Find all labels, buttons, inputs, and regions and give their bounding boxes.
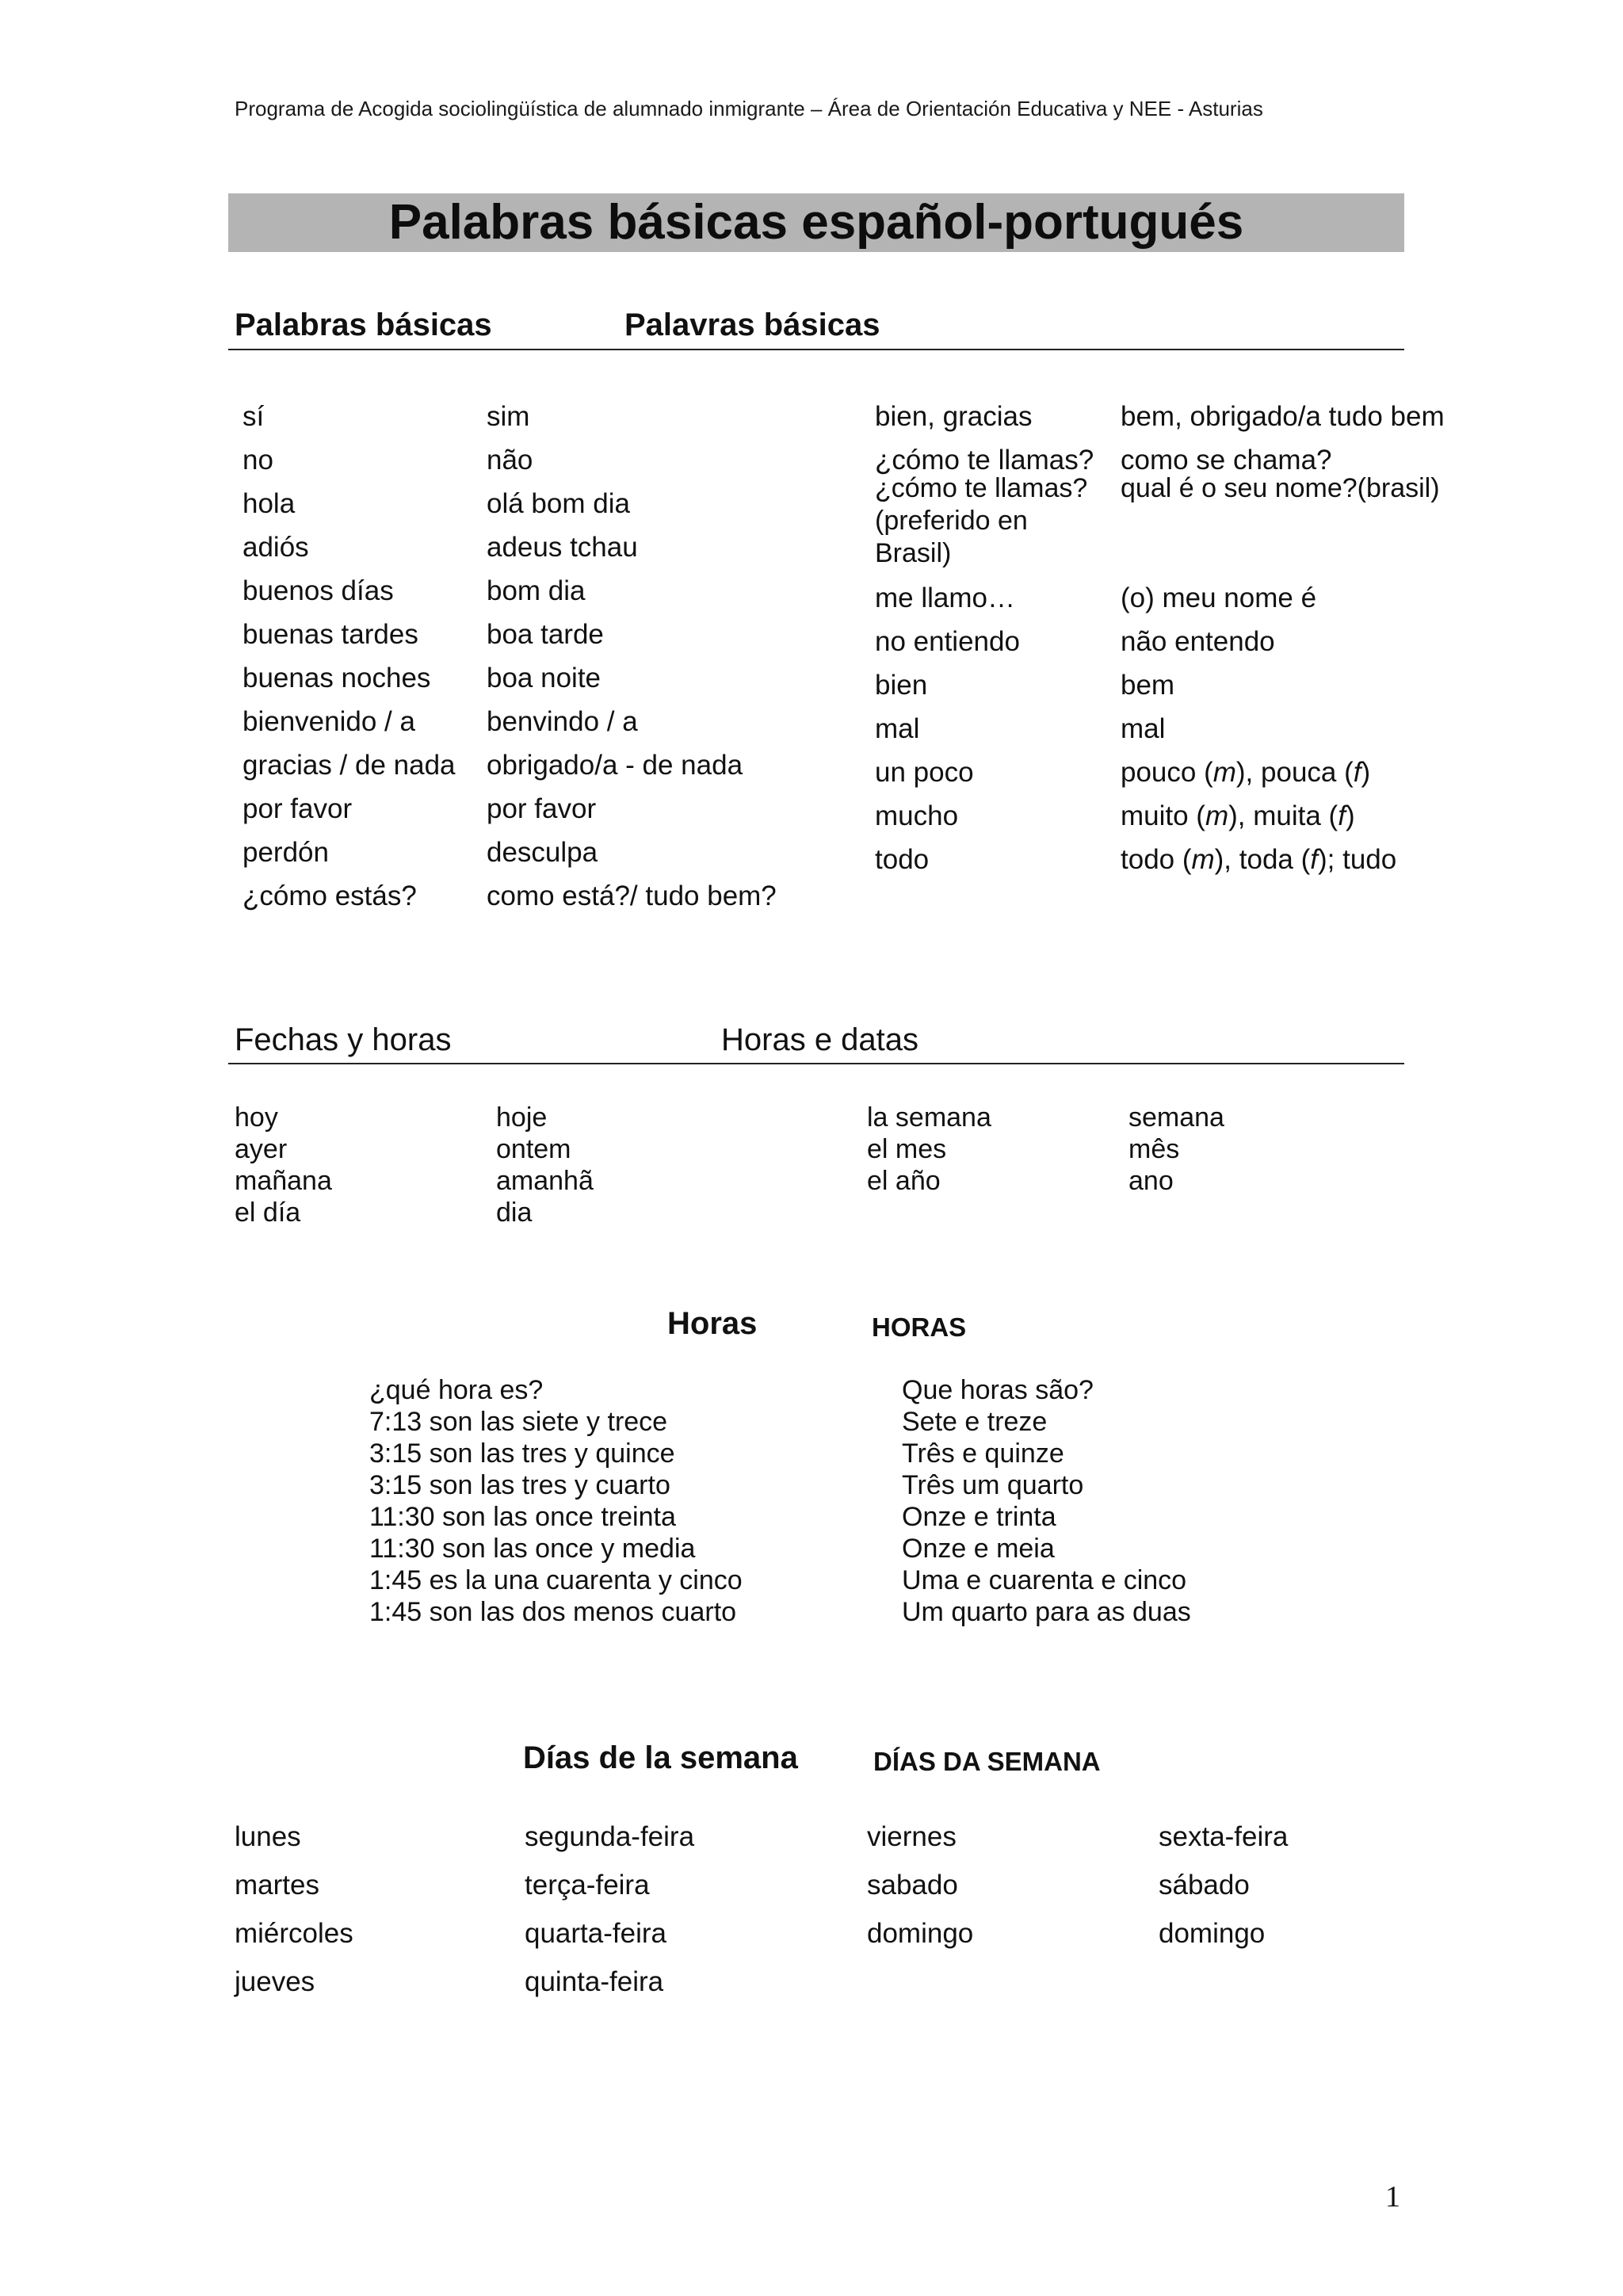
list-item: 3:15 son las tres y quince xyxy=(369,1438,675,1469)
dates-col-pt-2 xyxy=(1128,1102,1224,1197)
term-pt: bom dia xyxy=(487,575,586,606)
term-pt-part: ), pouca ( xyxy=(1235,757,1354,788)
term-pt-part: muito ( xyxy=(1121,800,1205,831)
list-item: Uma e cuarenta e cinco xyxy=(902,1565,1187,1595)
list-item: miércoles xyxy=(235,1918,353,1949)
term-pt xyxy=(1121,795,1355,838)
list-item: semana xyxy=(1128,1102,1224,1133)
term-es: bien xyxy=(875,670,928,701)
list-item: martes xyxy=(235,1870,319,1901)
term-es: mucho xyxy=(875,800,959,831)
page-number: 1 xyxy=(1385,2180,1400,2214)
term-es: adiós xyxy=(242,532,309,563)
list-item: sexta-feira xyxy=(1159,1821,1289,1852)
term-pt: boa noite xyxy=(487,663,601,693)
term-es: gracias / de nada xyxy=(242,750,456,781)
dates-col-es-1 xyxy=(235,1102,332,1228)
term-pt: bem, obrigado/a tudo bem xyxy=(1121,401,1445,432)
term-pt: mal xyxy=(1121,713,1166,744)
term-es: me llamo… xyxy=(875,583,1015,613)
term-pt-part: ), muita ( xyxy=(1228,800,1338,831)
list-item: Sete e treze xyxy=(902,1407,1048,1437)
list-item: 1:45 es la una cuarenta y cinco xyxy=(369,1565,743,1595)
term-pt: olá bom dia xyxy=(487,488,630,519)
list-item: la semana xyxy=(867,1102,991,1133)
list-item: Onze e meia xyxy=(902,1534,1055,1564)
dates-col-es-2 xyxy=(867,1102,991,1197)
term-pt: adeus tchau xyxy=(487,532,638,563)
list-item: ¿qué hora es? xyxy=(369,1375,544,1405)
dates-col-pt-1 xyxy=(496,1102,594,1228)
list-item: amanhã xyxy=(496,1166,594,1196)
dates-heading-es: Fechas y horas xyxy=(235,1022,452,1057)
term-pt: sim xyxy=(487,401,530,432)
weekdays-heading-es: Días de la semana xyxy=(523,1740,798,1775)
term-pt: por favor xyxy=(487,793,597,824)
term-pt: qual é o seu nome?(brasil) xyxy=(1121,473,1440,503)
list-item: 11:30 son las once treinta xyxy=(369,1502,676,1532)
list-item: el mes xyxy=(867,1134,947,1164)
term-pt: como está?/ tudo bem? xyxy=(487,881,777,911)
term-es: sí xyxy=(242,401,265,432)
list-item: Um quarto para as duas xyxy=(902,1597,1191,1627)
list-item: lunes xyxy=(235,1821,301,1852)
basic-heading-es: Palabras básicas xyxy=(235,308,492,342)
list-item: dia xyxy=(496,1198,533,1228)
term-pt xyxy=(1121,839,1396,881)
term-es: un poco xyxy=(875,757,974,788)
list-item: ayer xyxy=(235,1134,288,1164)
feminine-marker: f xyxy=(1338,800,1346,831)
term-pt: benvindo / a xyxy=(487,706,638,737)
term-es-note: Brasil) xyxy=(875,538,952,568)
list-item: ano xyxy=(1128,1166,1174,1196)
term-es: perdón xyxy=(242,837,329,868)
page-title: Palabras básicas español-portugués xyxy=(388,195,1244,250)
list-item: segunda-feira xyxy=(525,1821,695,1852)
list-item: jueves xyxy=(235,1966,315,1997)
feminine-marker: f xyxy=(1353,757,1361,788)
term-pt: não entendo xyxy=(1121,626,1275,657)
masculine-marker: m xyxy=(1191,844,1215,875)
list-item: sabado xyxy=(867,1870,958,1901)
term-pt-part: ) xyxy=(1345,800,1355,831)
weekdays-col-es-2 xyxy=(867,1821,973,1966)
weekdays-col-pt-2 xyxy=(1159,1821,1288,1966)
term-es: ¿cómo te llamas? xyxy=(875,445,1094,476)
list-item: mañana xyxy=(235,1166,332,1196)
term-es: todo xyxy=(875,844,930,875)
list-item: quarta-feira xyxy=(525,1918,666,1949)
term-es: mal xyxy=(875,713,920,744)
term-es: buenos días xyxy=(242,575,394,606)
page-header: Programa de Acogida sociolingüística de alumnado inmigrante – Área de Orientación Educativa y NEE - Asturias xyxy=(235,97,1263,120)
list-item: sábado xyxy=(1159,1870,1250,1901)
list-item: Três e quinze xyxy=(902,1438,1064,1469)
weekdays-col-pt-1 xyxy=(525,1821,694,2015)
basic-left-table xyxy=(242,395,845,919)
term-pt: desculpa xyxy=(487,837,598,868)
term-es: bienvenido / a xyxy=(242,706,415,737)
list-item: domingo xyxy=(1159,1918,1266,1949)
term-es: buenas tardes xyxy=(242,619,418,650)
term-pt: bem xyxy=(1121,670,1175,701)
dates-heading-pt: Horas e datas xyxy=(721,1022,919,1057)
term-es: hola xyxy=(242,488,296,519)
term-pt-part: ); tudo xyxy=(1318,844,1397,875)
list-item: el día xyxy=(235,1198,301,1228)
term-pt: como se chama? xyxy=(1121,445,1332,476)
list-item: hoy xyxy=(235,1102,278,1133)
weekdays-col-es-1 xyxy=(235,1821,353,2015)
term-pt: boa tarde xyxy=(487,619,604,650)
hours-list-pt xyxy=(902,1374,1191,1628)
term-es: ¿cómo estás? xyxy=(242,881,417,911)
term-es-note: (preferido en xyxy=(875,506,1028,536)
list-item: hoje xyxy=(496,1102,548,1133)
basic-right-table xyxy=(875,395,1445,887)
masculine-marker: m xyxy=(1205,800,1229,831)
term-pt-part: pouco ( xyxy=(1121,757,1213,788)
feminine-marker: f xyxy=(1310,844,1318,875)
list-item: 11:30 son las once y media xyxy=(369,1534,696,1564)
basic-heading-rule xyxy=(228,349,1404,350)
hours-heading-pt: HORAS xyxy=(872,1312,967,1342)
list-item: quinta-feira xyxy=(525,1966,664,1997)
hours-heading-es: Horas xyxy=(667,1306,758,1341)
term-es: ¿cómo te llamas? xyxy=(875,473,1088,503)
basic-heading-pt: Palavras básicas xyxy=(624,308,880,342)
list-item: ontem xyxy=(496,1134,571,1164)
term-pt-part: todo ( xyxy=(1121,844,1192,875)
list-item: el año xyxy=(867,1166,941,1196)
term-pt: obrigado/a - de nada xyxy=(487,750,743,781)
list-item: Três um quarto xyxy=(902,1470,1084,1500)
term-es: no xyxy=(242,445,273,476)
term-pt: (o) meu nome é xyxy=(1121,583,1317,613)
list-item: terça-feira xyxy=(525,1870,650,1901)
list-item: viernes xyxy=(867,1821,957,1852)
list-item: Onze e trinta xyxy=(902,1502,1056,1532)
term-es: buenas noches xyxy=(242,663,431,693)
term-es: por favor xyxy=(242,793,353,824)
list-item: domingo xyxy=(867,1918,974,1949)
term-pt xyxy=(1121,751,1370,794)
masculine-marker: m xyxy=(1212,757,1236,788)
term-es: no entiendo xyxy=(875,626,1020,657)
term-pt-part: ), toda ( xyxy=(1214,844,1311,875)
list-item: 3:15 son las tres y cuarto xyxy=(369,1470,670,1500)
list-item: mês xyxy=(1128,1134,1180,1164)
term-pt: não xyxy=(487,445,533,476)
list-item: 7:13 son las siete y trece xyxy=(369,1407,668,1437)
dates-heading-rule xyxy=(228,1063,1404,1064)
hours-list-es xyxy=(369,1374,743,1628)
list-item: Que horas são? xyxy=(902,1375,1094,1405)
term-es: bien, gracias xyxy=(875,401,1033,432)
list-item: 1:45 son las dos menos cuarto xyxy=(369,1597,737,1627)
term-pt-part: ) xyxy=(1361,757,1371,788)
weekdays-heading-pt: DÍAS DA SEMANA xyxy=(873,1747,1101,1776)
